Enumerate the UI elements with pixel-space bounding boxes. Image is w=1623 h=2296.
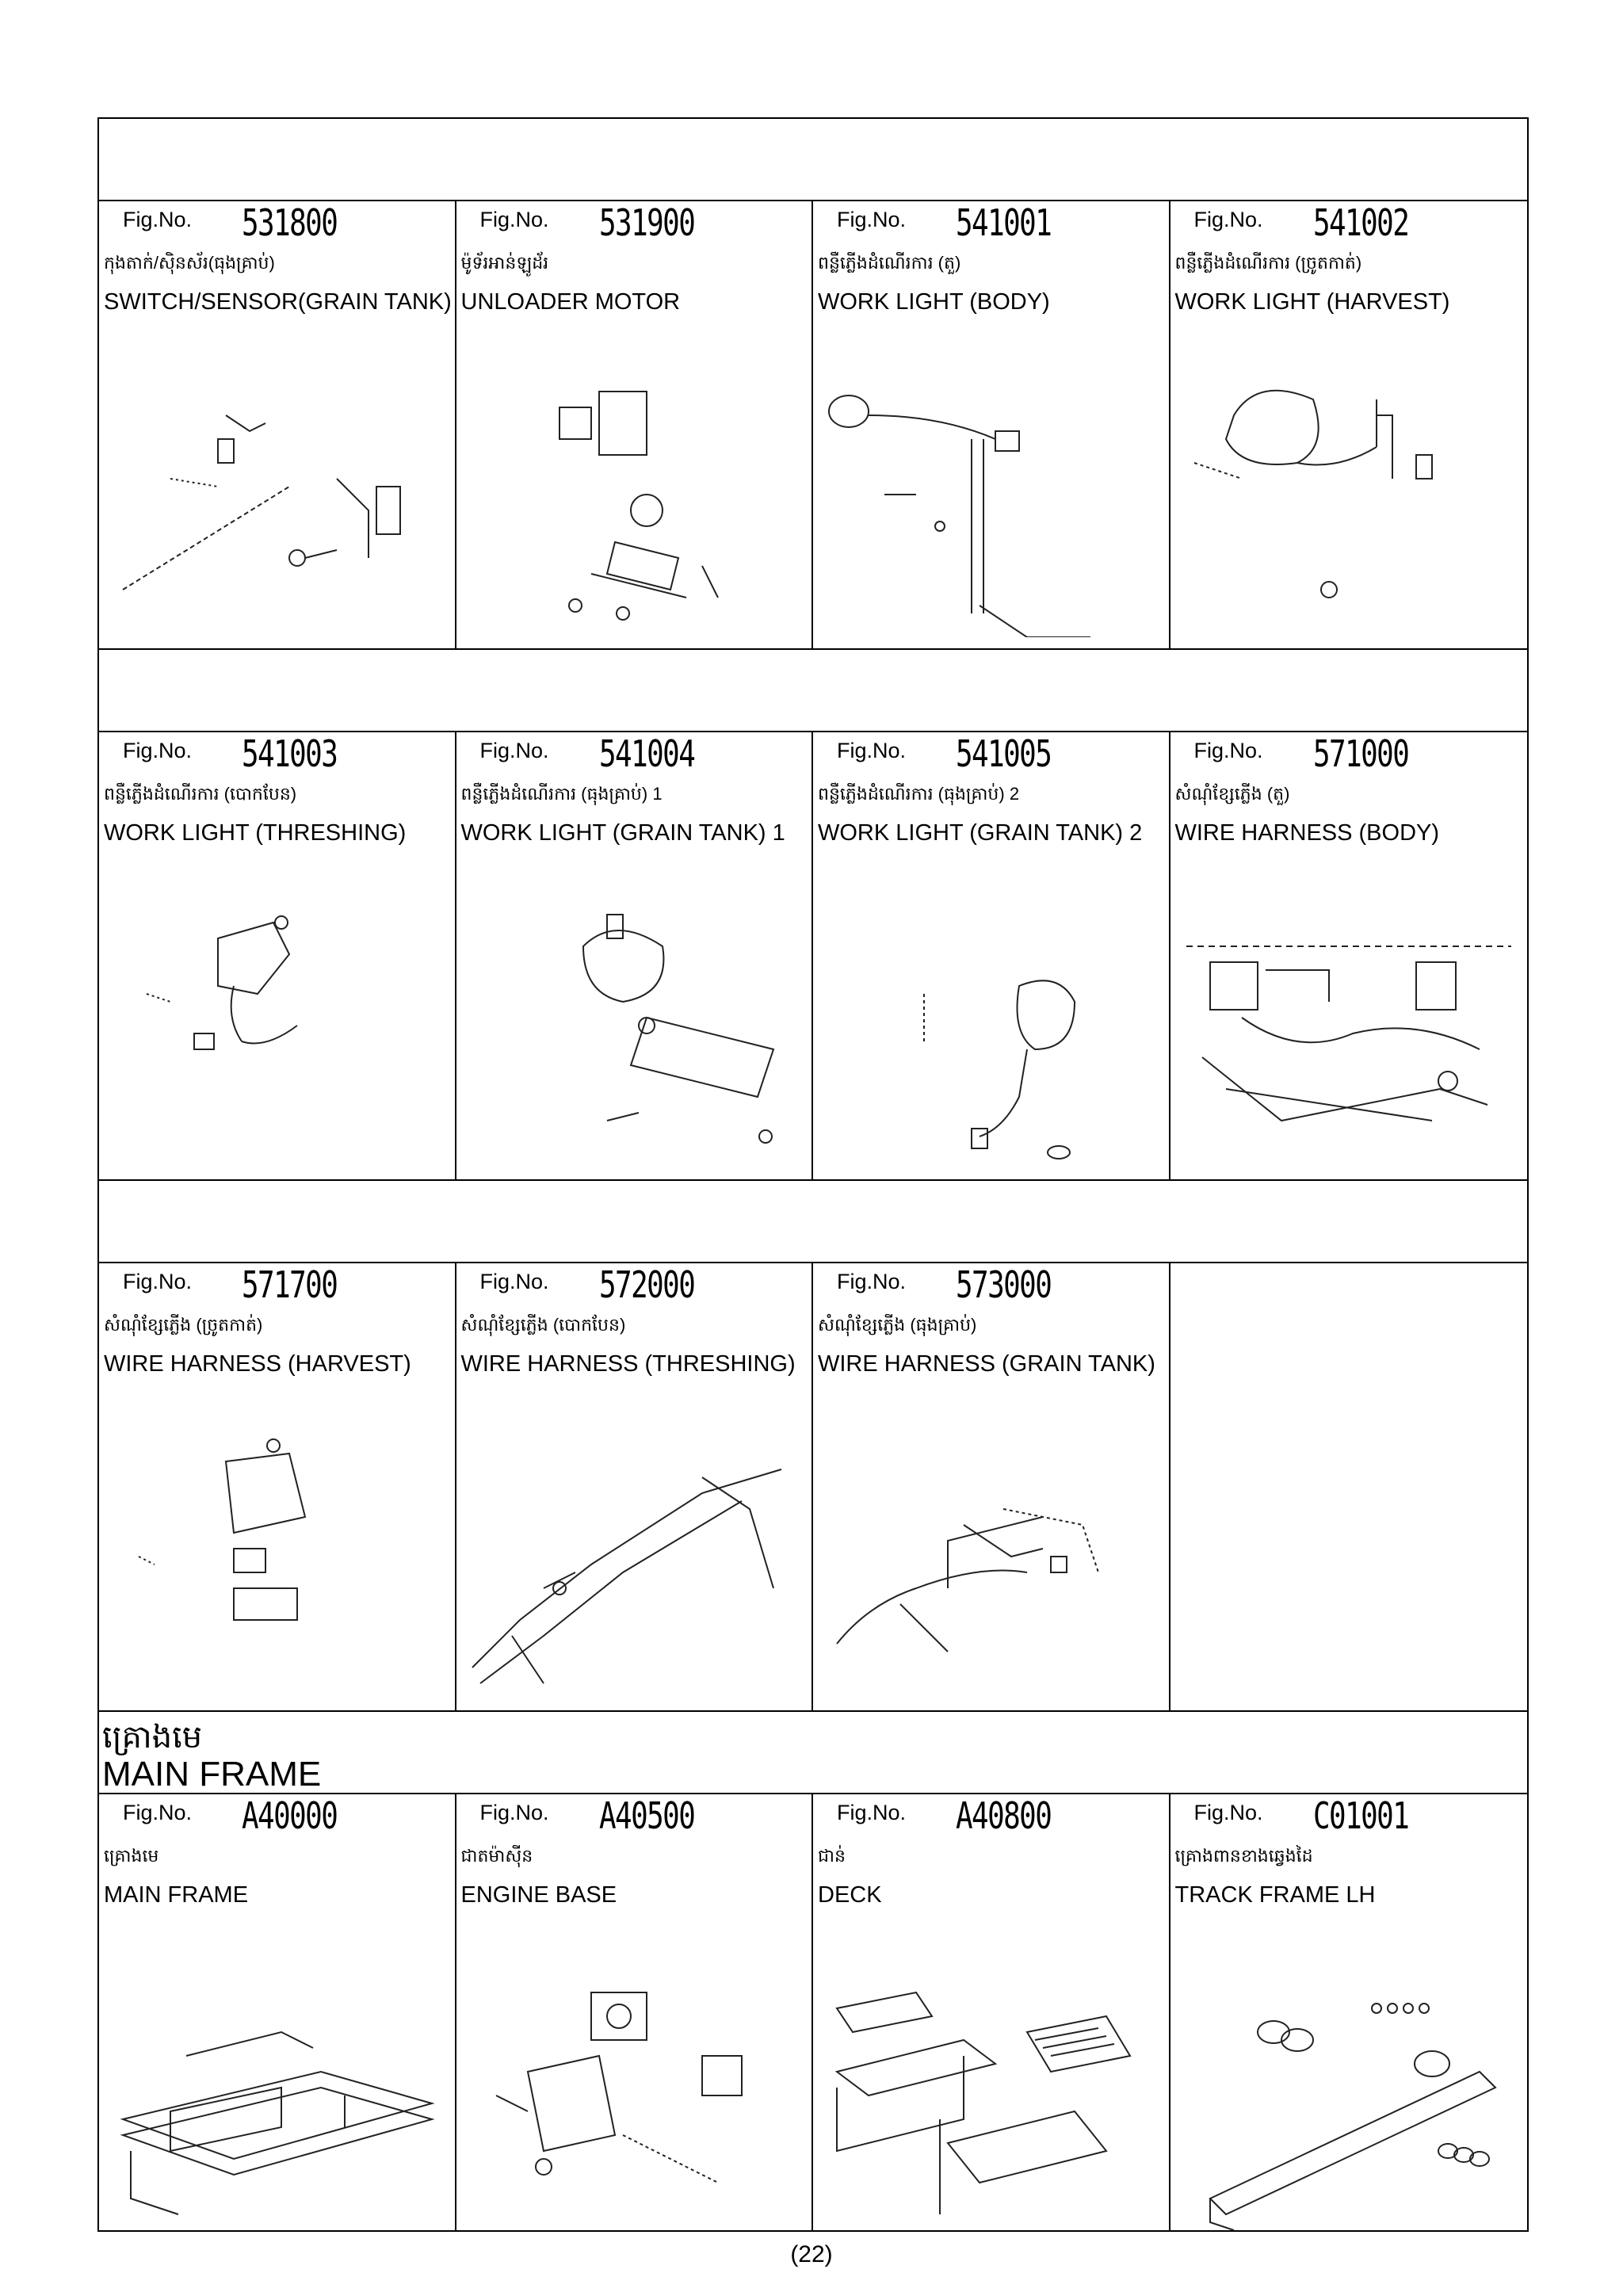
figure-cell-531900[interactable] xyxy=(456,201,814,648)
part-name: WIRE HARNESS (THRESHING) xyxy=(460,1351,796,1377)
part-name: TRACK FRAME LH xyxy=(1174,1882,1376,1908)
figure-row-3 xyxy=(99,1263,1527,1712)
section-title: MAIN FRAME xyxy=(102,1755,322,1794)
parts-drawing xyxy=(464,1430,805,1699)
part-name: WORK LIGHT (GRAIN TANK) 2 xyxy=(818,820,1143,846)
parts-drawing xyxy=(821,368,1162,637)
fig-label: Fig.No. xyxy=(123,1801,193,1824)
khmer-caption: ម៉ូទ័រអាន់ឡូដ័រ xyxy=(460,253,549,273)
figure-cell-541003[interactable] xyxy=(99,732,456,1179)
part-name: UNLOADER MOTOR xyxy=(460,289,681,315)
fig-number: C01001 xyxy=(1312,1794,1408,1837)
figure-cell-531800[interactable] xyxy=(99,201,456,648)
fig-number: 531900 xyxy=(598,201,694,244)
fig-label: Fig.No. xyxy=(479,1270,549,1293)
fig-label: Fig.No. xyxy=(479,208,549,231)
khmer-caption: កុងតាក់/ស៊ិនស័រ(ធុងគ្រាប់) xyxy=(104,253,275,273)
khmer-caption: ពន្លឺភ្លើងដំណើរការ (ច្រូតកាត់) xyxy=(1174,253,1362,273)
part-name: WORK LIGHT (HARVEST) xyxy=(1174,289,1450,315)
khmer-caption: សំណុំខ្សែភ្លើង (បោកបែន) xyxy=(460,1315,626,1335)
khmer-caption: សំណុំខ្សែភ្លើង (ច្រូតកាត់) xyxy=(104,1315,263,1335)
fig-number: 531800 xyxy=(242,201,338,244)
khmer-caption: ពន្លឺភ្លើងដំណើរការ (ធុងគ្រាប់) 1 xyxy=(460,784,663,804)
fig-label: Fig.No. xyxy=(479,739,549,762)
part-name: ENGINE BASE xyxy=(460,1882,617,1908)
figure-cell-A40800[interactable] xyxy=(813,1794,1170,2232)
parts-catalog-sheet xyxy=(97,117,1529,2232)
fig-number: A40000 xyxy=(242,1794,338,1837)
parts-drawing xyxy=(464,368,805,637)
part-name: SWITCH/SENSOR(GRAIN TANK) xyxy=(104,289,452,315)
fig-number: 572000 xyxy=(598,1263,694,1306)
khmer-caption: ជាតម៉ាស៊ីន xyxy=(460,1846,533,1866)
part-name: WORK LIGHT (THRESHING) xyxy=(104,820,407,846)
figure-cell-572000[interactable] xyxy=(456,1263,814,1710)
fig-label: Fig.No. xyxy=(123,208,193,231)
fig-label: Fig.No. xyxy=(1193,1801,1263,1824)
khmer-caption: ពន្លឺភ្លើងដំណើរការ (បោកបែន) xyxy=(104,784,297,804)
parts-drawing xyxy=(107,1430,448,1699)
figure-cell-541005[interactable] xyxy=(813,732,1170,1179)
fig-label: Fig.No. xyxy=(479,1801,549,1824)
section-band xyxy=(99,1712,1527,1794)
part-name: WIRE HARNESS (HARVEST) xyxy=(104,1351,411,1377)
fig-label: Fig.No. xyxy=(837,208,907,231)
figure-cell-571000[interactable] xyxy=(1170,732,1528,1179)
parts-drawing xyxy=(821,899,1162,1168)
part-name: WORK LIGHT (GRAIN TANK) 1 xyxy=(460,820,785,846)
section-khmer-title: គ្រោងមេ xyxy=(102,1720,203,1755)
khmer-caption: ជាន់ xyxy=(818,1846,846,1866)
fig-number: 541003 xyxy=(242,732,338,775)
blank-band xyxy=(99,1181,1527,1263)
figure-cell-541001[interactable] xyxy=(813,201,1170,648)
parts-drawing xyxy=(1178,899,1519,1168)
khmer-caption: សំណុំខ្សែភ្លើង (ធុងគ្រាប់) xyxy=(818,1315,977,1335)
parts-drawing xyxy=(821,1430,1162,1699)
fig-number: 541001 xyxy=(956,201,1052,244)
blank-header-band xyxy=(99,119,1527,201)
figure-cell-A40000[interactable] xyxy=(99,1794,456,2232)
figure-cell-573000[interactable] xyxy=(813,1263,1170,1710)
figure-row-2 xyxy=(99,732,1527,1181)
figure-cell-571700[interactable] xyxy=(99,1263,456,1710)
blank-band xyxy=(99,650,1527,732)
part-name: WORK LIGHT (BODY) xyxy=(818,289,1050,315)
fig-number: A40500 xyxy=(598,1794,694,1837)
fig-label: Fig.No. xyxy=(1193,208,1263,231)
fig-number: 571700 xyxy=(242,1263,338,1306)
fig-number: 541005 xyxy=(956,732,1052,775)
figure-cell-A40500[interactable] xyxy=(456,1794,814,2232)
part-name: MAIN FRAME xyxy=(104,1882,249,1908)
parts-drawing xyxy=(107,368,448,637)
fig-label: Fig.No. xyxy=(123,1270,193,1293)
fig-number: A40800 xyxy=(956,1794,1052,1837)
parts-drawing xyxy=(107,899,448,1168)
fig-number: 571000 xyxy=(1312,732,1408,775)
page-number: (22) xyxy=(790,2241,833,2267)
khmer-caption: ពន្លឺភ្លើងដំណើរការ (ធុងគ្រាប់) 2 xyxy=(818,784,1020,804)
figure-cell-empty xyxy=(1170,1263,1528,1710)
figure-cell-541004[interactable] xyxy=(456,732,814,1179)
parts-drawing xyxy=(821,1961,1162,2230)
fig-label: Fig.No. xyxy=(123,739,193,762)
fig-label: Fig.No. xyxy=(837,739,907,762)
part-name: WIRE HARNESS (GRAIN TANK) xyxy=(818,1351,1155,1377)
fig-number: 573000 xyxy=(956,1263,1052,1306)
khmer-caption: ពន្លឺភ្លើងដំណើរការ (តួ) xyxy=(818,253,961,273)
khmer-caption: គ្រោងមេ xyxy=(104,1846,159,1866)
fig-label: Fig.No. xyxy=(1193,739,1263,762)
figure-cell-541002[interactable] xyxy=(1170,201,1528,648)
parts-drawing xyxy=(107,1961,448,2230)
parts-drawing xyxy=(464,1961,805,2230)
parts-drawing xyxy=(1178,1961,1519,2230)
part-name: DECK xyxy=(818,1882,882,1908)
figure-row-1 xyxy=(99,201,1527,650)
parts-drawing xyxy=(1178,368,1519,637)
fig-label: Fig.No. xyxy=(837,1270,907,1293)
parts-drawing xyxy=(464,899,805,1168)
khmer-caption: គ្រោងពានខាងឆ្វេងដៃ xyxy=(1174,1846,1313,1866)
figure-cell-C01001[interactable] xyxy=(1170,1794,1528,2232)
fig-number: 541002 xyxy=(1312,201,1408,244)
fig-number: 541004 xyxy=(598,732,694,775)
khmer-caption: សំណុំខ្សែភ្លើង (តួ) xyxy=(1174,784,1290,804)
fig-label: Fig.No. xyxy=(837,1801,907,1824)
part-name: WIRE HARNESS (BODY) xyxy=(1174,820,1440,846)
figure-row-4 xyxy=(99,1794,1527,2232)
